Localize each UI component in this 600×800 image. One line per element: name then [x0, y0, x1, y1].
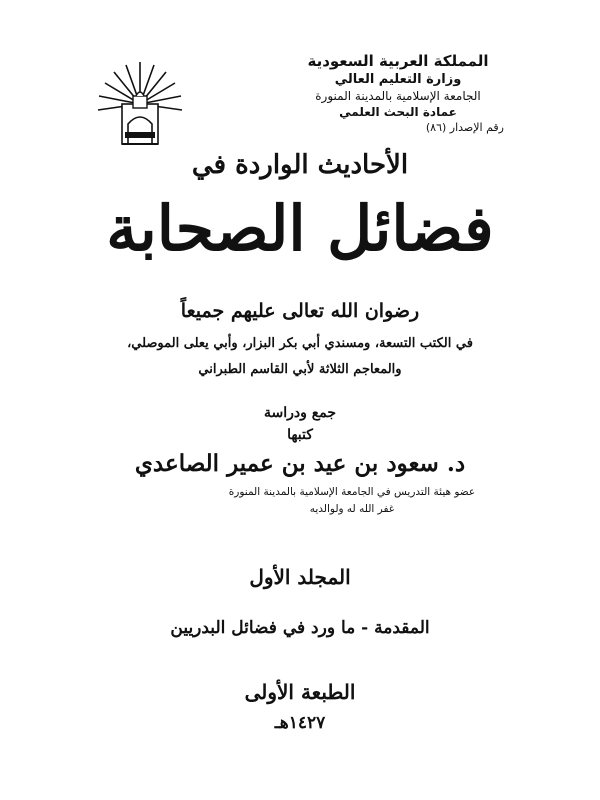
- ministry-name: وزارة التعليم العالي: [334, 72, 462, 87]
- volume-label: المجلد الأول: [249, 565, 351, 589]
- issue-number: رقم الإصدار (٨٦): [425, 121, 504, 134]
- author-prayer: غفر الله له ولوالديه: [309, 503, 395, 515]
- edition-year: ١٤٢٧هـ: [274, 713, 326, 733]
- compiled-label: جمع ودراسة: [264, 405, 336, 421]
- publisher-header: [278, 52, 518, 136]
- title-supplication: رضوان الله تعالى عليهم جميعاً: [180, 300, 420, 322]
- volume-contents: المقدمة - ما ورد في فضائل البدريين: [170, 618, 430, 638]
- scope-line-2: والمعاجم الثلاثة لأبي القاسم الطبراني: [198, 362, 402, 377]
- book-title: فضائل الصحابة: [106, 192, 494, 265]
- deanship-name: عمادة البحث العلمي: [339, 105, 457, 119]
- written-by-label: كتبها: [287, 427, 313, 443]
- edition-label: الطبعة الأولى: [244, 680, 356, 704]
- scope-line-1: في الكتب التسعة، ومسندي أبي بكر البزار، وأبي يعلى الموصلي،: [127, 336, 473, 351]
- university-seal-icon: [96, 60, 184, 148]
- author-name: د. سعود بن عيد بن عمير الصاعدي: [134, 450, 466, 477]
- kingdom-name: المملكة العربية السعودية: [307, 52, 489, 70]
- author-affiliation: عضو هيئة التدريس في الجامعة الإسلامية بالمدينة المنورة: [228, 486, 476, 498]
- university-name: الجامعة الإسلامية بالمدينة المنورة: [315, 89, 481, 103]
- title-prefix: الأحاديث الواردة في: [191, 150, 409, 180]
